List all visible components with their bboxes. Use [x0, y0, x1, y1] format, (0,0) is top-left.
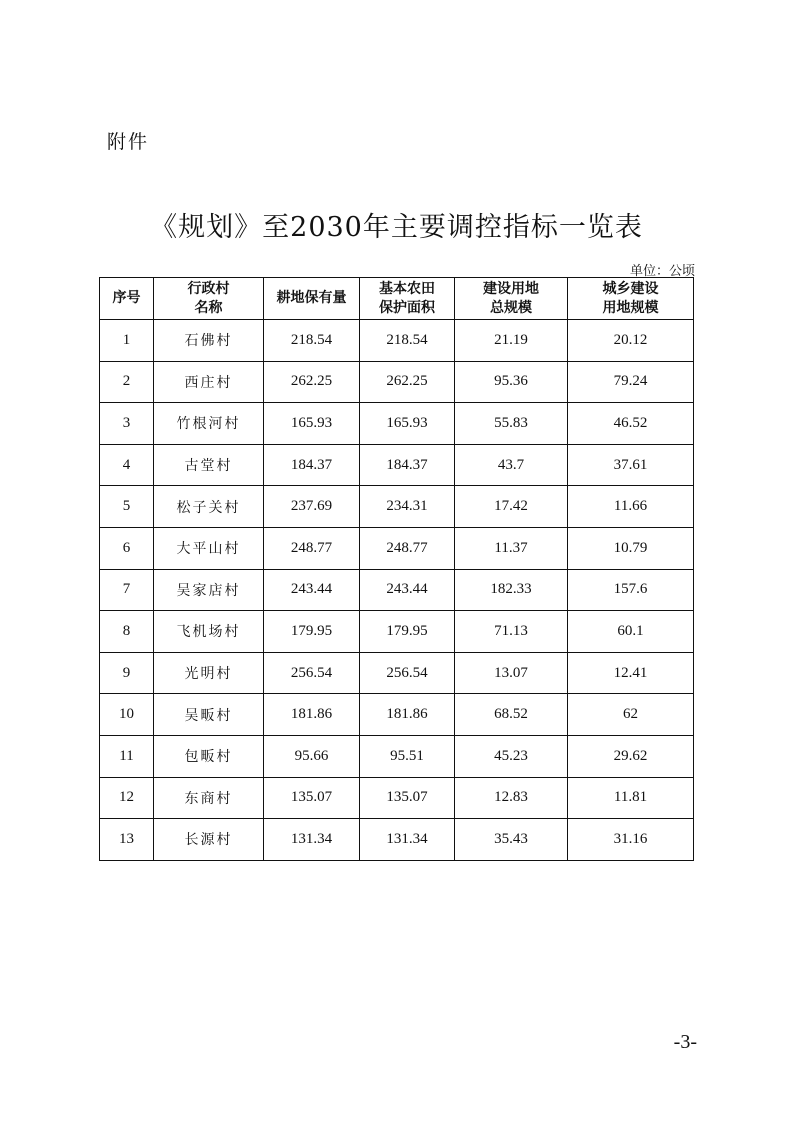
column-header-line: 基本农田	[379, 280, 435, 297]
table-header	[100, 278, 694, 320]
indicator-table	[99, 277, 694, 861]
cell-index: 11	[100, 735, 154, 777]
table-body	[100, 320, 694, 861]
table-row	[100, 735, 694, 777]
cell-construction-land: 45.23	[455, 735, 568, 777]
cell-arable-land: 237.69	[264, 486, 360, 528]
cell-urban-rural-land: 157.6	[568, 569, 694, 611]
cell-construction-land: 13.07	[455, 652, 568, 694]
cell-arable-land: 95.66	[264, 735, 360, 777]
column-header-line: 行政村	[187, 280, 230, 297]
cell-basic-farmland: 131.34	[360, 819, 455, 861]
cell-arable-land: 181.86	[264, 694, 360, 736]
cell-index: 7	[100, 569, 154, 611]
table-row	[100, 361, 694, 403]
cell-arable-land: 243.44	[264, 569, 360, 611]
table-header-row	[100, 278, 694, 320]
cell-basic-farmland: 218.54	[360, 320, 455, 362]
column-header-line: 序号	[112, 290, 141, 306]
cell-basic-farmland: 234.31	[360, 486, 455, 528]
cell-urban-rural-land: 31.16	[568, 819, 694, 861]
cell-urban-rural-land: 62	[568, 694, 694, 736]
column-header-line: 耕地保有量	[276, 290, 347, 306]
cell-village-name: 包畈村	[154, 735, 264, 777]
header-village-name	[154, 278, 264, 320]
cell-construction-land: 68.52	[455, 694, 568, 736]
table-row	[100, 569, 694, 611]
cell-basic-farmland: 256.54	[360, 652, 455, 694]
cell-arable-land: 165.93	[264, 403, 360, 445]
cell-village-name: 大平山村	[154, 527, 264, 569]
cell-construction-land: 21.19	[455, 320, 568, 362]
cell-index: 3	[100, 403, 154, 445]
table-row	[100, 819, 694, 861]
cell-village-name: 吴畈村	[154, 694, 264, 736]
table-row	[100, 652, 694, 694]
unit-label: 单位：公顷	[629, 264, 695, 279]
header-index	[100, 278, 154, 320]
cell-urban-rural-land: 10.79	[568, 527, 694, 569]
cell-urban-rural-land: 79.24	[568, 361, 694, 403]
page-number: -3-	[673, 1031, 697, 1053]
column-header-line: 名称	[194, 299, 223, 316]
cell-village-name: 竹根河村	[154, 403, 264, 445]
cell-construction-land: 17.42	[455, 486, 568, 528]
cell-index: 9	[100, 652, 154, 694]
cell-village-name: 西庄村	[154, 361, 264, 403]
header-construction-land	[455, 278, 568, 320]
cell-urban-rural-land: 37.61	[568, 444, 694, 486]
cell-arable-land: 179.95	[264, 611, 360, 653]
cell-index: 1	[100, 320, 154, 362]
cell-construction-land: 55.83	[455, 403, 568, 445]
cell-urban-rural-land: 11.66	[568, 486, 694, 528]
cell-basic-farmland: 184.37	[360, 444, 455, 486]
table-row	[100, 694, 694, 736]
attachment-label: 附件	[107, 131, 150, 153]
cell-village-name: 古堂村	[154, 444, 264, 486]
table-row	[100, 611, 694, 653]
cell-village-name: 东商村	[154, 777, 264, 819]
table-row	[100, 527, 694, 569]
header-arable-land	[264, 278, 360, 320]
table-row	[100, 777, 694, 819]
cell-basic-farmland: 95.51	[360, 735, 455, 777]
cell-basic-farmland: 165.93	[360, 403, 455, 445]
column-header-line: 城乡建设	[602, 280, 659, 297]
column-header-line: 总规模	[490, 299, 532, 316]
cell-construction-land: 43.7	[455, 444, 568, 486]
column-header-line: 保护面积	[379, 299, 435, 316]
cell-village-name: 松子关村	[154, 486, 264, 528]
cell-construction-land: 71.13	[455, 611, 568, 653]
cell-construction-land: 35.43	[455, 819, 568, 861]
cell-index: 5	[100, 486, 154, 528]
header-urban-rural-land	[568, 278, 694, 320]
cell-urban-rural-land: 60.1	[568, 611, 694, 653]
cell-arable-land: 131.34	[264, 819, 360, 861]
cell-index: 6	[100, 527, 154, 569]
cell-basic-farmland: 262.25	[360, 361, 455, 403]
table-row	[100, 403, 694, 445]
cell-urban-rural-land: 12.41	[568, 652, 694, 694]
cell-construction-land: 182.33	[455, 569, 568, 611]
header-basic-farmland	[360, 278, 455, 320]
cell-basic-farmland: 181.86	[360, 694, 455, 736]
cell-basic-farmland: 135.07	[360, 777, 455, 819]
table-row	[100, 486, 694, 528]
cell-index: 4	[100, 444, 154, 486]
column-header-line: 用地规模	[602, 299, 659, 316]
cell-basic-farmland: 248.77	[360, 527, 455, 569]
cell-index: 12	[100, 777, 154, 819]
cell-construction-land: 11.37	[455, 527, 568, 569]
column-header-line: 建设用地	[483, 280, 539, 297]
cell-urban-rural-land: 20.12	[568, 320, 694, 362]
cell-urban-rural-land: 46.52	[568, 403, 694, 445]
cell-index: 8	[100, 611, 154, 653]
cell-index: 2	[100, 361, 154, 403]
cell-village-name: 吴家店村	[154, 569, 264, 611]
cell-construction-land: 12.83	[455, 777, 568, 819]
cell-arable-land: 218.54	[264, 320, 360, 362]
cell-arable-land: 184.37	[264, 444, 360, 486]
cell-construction-land: 95.36	[455, 361, 568, 403]
document-title: 《规划》至2030年主要调控指标一览表	[150, 212, 643, 243]
cell-index: 13	[100, 819, 154, 861]
cell-arable-land: 135.07	[264, 777, 360, 819]
cell-urban-rural-land: 11.81	[568, 777, 694, 819]
table-row	[100, 444, 694, 486]
cell-village-name: 长源村	[154, 819, 264, 861]
cell-arable-land: 256.54	[264, 652, 360, 694]
cell-basic-farmland: 243.44	[360, 569, 455, 611]
cell-village-name: 飞机场村	[154, 611, 264, 653]
cell-basic-farmland: 179.95	[360, 611, 455, 653]
cell-arable-land: 248.77	[264, 527, 360, 569]
cell-index: 10	[100, 694, 154, 736]
table-row	[100, 320, 694, 362]
cell-village-name: 光明村	[154, 652, 264, 694]
cell-village-name: 石佛村	[154, 320, 264, 362]
cell-arable-land: 262.25	[264, 361, 360, 403]
cell-urban-rural-land: 29.62	[568, 735, 694, 777]
